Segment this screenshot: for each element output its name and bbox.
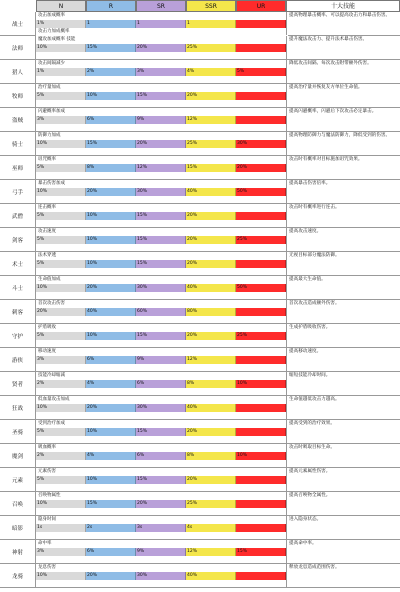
stat-cell: 10% bbox=[36, 284, 86, 292]
table-row bbox=[0, 276, 400, 300]
stat-line bbox=[36, 116, 286, 124]
stat-cell: 20% bbox=[186, 428, 236, 436]
stat-cell: 5% bbox=[36, 92, 86, 100]
stat-cell: 15% bbox=[236, 548, 286, 556]
stat-line bbox=[36, 428, 286, 436]
table-header bbox=[0, 0, 400, 12]
stat-line-text: 龙息伤害 bbox=[36, 564, 288, 572]
stat-line-text: 移动速度 bbox=[36, 348, 288, 356]
skill-name: 龙骑 bbox=[0, 564, 36, 587]
stat-cell: 8% bbox=[186, 452, 236, 460]
skill-name: 游侠 bbox=[0, 348, 36, 371]
table-row bbox=[0, 108, 400, 132]
stat-grid bbox=[36, 204, 286, 227]
stat-cell: 20% bbox=[136, 44, 186, 52]
stat-cell: 20% bbox=[136, 500, 186, 508]
stat-grid bbox=[36, 396, 286, 419]
stat-line bbox=[36, 212, 286, 220]
stat-line-text: 技能冷却缩减 bbox=[36, 372, 288, 380]
stat-cell: 12% bbox=[186, 116, 236, 124]
stat-line bbox=[36, 204, 286, 212]
stat-grid bbox=[36, 84, 286, 107]
skill-name: 召唤 bbox=[0, 492, 36, 515]
stat-cell: 1 bbox=[86, 20, 136, 28]
stat-line bbox=[36, 476, 286, 484]
stat-cell: 10% bbox=[36, 500, 86, 508]
stat-line bbox=[36, 68, 286, 76]
skill-name: 法师 bbox=[0, 36, 36, 59]
stat-cell: 6% bbox=[86, 356, 136, 364]
stat-line-text: 攻击间隔减少 bbox=[36, 60, 288, 68]
skill-name: 狂战 bbox=[0, 396, 36, 419]
stat-line bbox=[36, 156, 286, 164]
skill-description: 无视目标部分魔法防御。 bbox=[286, 252, 400, 275]
skill-description: 降低攻击间隔、每次攻击附带额外伤害。 bbox=[286, 60, 400, 83]
stat-cell: 20% bbox=[186, 332, 236, 340]
stat-line-text: 诅咒概率 bbox=[36, 156, 288, 164]
stat-cell: 4s bbox=[186, 524, 236, 532]
stat-line bbox=[36, 236, 286, 244]
skill-name: 圣骑 bbox=[0, 420, 36, 443]
skill-description: 提高移动速度。 bbox=[286, 348, 400, 371]
stat-cell: 3% bbox=[36, 116, 86, 124]
stat-cell: 1s bbox=[36, 524, 86, 532]
stat-cell: 5% bbox=[36, 236, 86, 244]
stat-cell: 5% bbox=[36, 476, 86, 484]
table-row bbox=[0, 84, 400, 108]
stat-line bbox=[36, 228, 286, 236]
stat-cell: 5% bbox=[36, 332, 86, 340]
stat-cell: 15% bbox=[86, 44, 136, 52]
stat-line bbox=[36, 36, 286, 44]
stat-line bbox=[36, 524, 286, 532]
stat-line-text: 元素伤害 bbox=[36, 468, 288, 476]
skill-description: 释放龙息造成范围伤害。 bbox=[286, 564, 400, 587]
skill-description: 提高物理暴击概率、可以提高攻击力和暴击伤害。 bbox=[286, 12, 400, 35]
stat-cell: 40% bbox=[186, 572, 236, 580]
stat-grid bbox=[36, 300, 286, 323]
stat-line-text: 攻击力加成概率 bbox=[36, 28, 288, 36]
stat-cell: 5% bbox=[36, 260, 86, 268]
stat-grid bbox=[36, 252, 286, 275]
stat-line bbox=[36, 60, 286, 68]
stat-grid bbox=[36, 36, 286, 59]
stat-cell: 30% bbox=[236, 140, 286, 148]
stat-grid bbox=[36, 540, 286, 563]
stat-cell: 40% bbox=[186, 188, 236, 196]
stat-cell: 20% bbox=[86, 188, 136, 196]
stat-cell: 5% bbox=[236, 68, 286, 76]
stat-line bbox=[36, 348, 286, 356]
stat-cell: 5% bbox=[36, 164, 86, 172]
stat-grid bbox=[36, 180, 286, 203]
stat-cell: 5% bbox=[36, 212, 86, 220]
skill-description: 提高命中率。 bbox=[286, 540, 400, 563]
stat-line bbox=[36, 492, 286, 500]
stat-cell: 20% bbox=[136, 140, 186, 148]
stat-line bbox=[36, 420, 286, 428]
skill-description: 提高受到的治疗效果。 bbox=[286, 420, 400, 443]
stat-line bbox=[36, 20, 286, 28]
stat-cell: 15% bbox=[86, 500, 136, 508]
skill-name: 武僧 bbox=[0, 204, 36, 227]
stat-line bbox=[36, 468, 286, 476]
stat-grid bbox=[36, 12, 286, 35]
stat-line-text: 首次攻击伤害 bbox=[36, 300, 288, 308]
stat-cell: 50% bbox=[236, 188, 286, 196]
stat-cell: 15% bbox=[136, 332, 186, 340]
stat-cell: 10% bbox=[86, 332, 136, 340]
stat-cell: 12% bbox=[136, 164, 186, 172]
stat-cell: 20% bbox=[86, 404, 136, 412]
skill-name: 贤者 bbox=[0, 372, 36, 395]
stat-line bbox=[36, 140, 286, 148]
skill-description: 提高最大生命值。 bbox=[286, 276, 400, 299]
stat-grid bbox=[36, 132, 286, 155]
stat-grid bbox=[36, 372, 286, 395]
stat-grid bbox=[36, 420, 286, 443]
skill-name: 剑客 bbox=[0, 228, 36, 251]
stat-line bbox=[36, 252, 286, 260]
stat-cell bbox=[236, 44, 286, 52]
stat-line-text: 攻击速度 bbox=[36, 228, 288, 236]
stat-cell: 15% bbox=[186, 164, 236, 172]
skill-name: 元素 bbox=[0, 468, 36, 491]
stat-cell: 4% bbox=[86, 452, 136, 460]
stat-grid bbox=[36, 492, 286, 515]
header-cell: SR bbox=[136, 0, 186, 12]
stat-cell: 30% bbox=[136, 572, 186, 580]
stat-cell: 3% bbox=[136, 68, 186, 76]
skill-description: 提高物理防御力与魔法防御力，降低受到的伤害。 bbox=[286, 132, 400, 155]
stat-cell: 40% bbox=[186, 404, 236, 412]
skill-description: 提升魔法攻击力、提升法术暴击伤害。 bbox=[286, 36, 400, 59]
stat-cell bbox=[236, 356, 286, 364]
skill-name: 暗影 bbox=[0, 516, 36, 539]
stat-cell bbox=[236, 20, 286, 28]
table-row bbox=[0, 516, 400, 540]
table-row bbox=[0, 348, 400, 372]
stat-cell: 30% bbox=[136, 284, 186, 292]
table-row bbox=[0, 12, 400, 36]
table-row bbox=[0, 396, 400, 420]
stat-line-text: 受到治疗加成 bbox=[36, 420, 288, 428]
stat-cell bbox=[236, 572, 286, 580]
table-row bbox=[0, 324, 400, 348]
stat-line bbox=[36, 356, 286, 364]
stat-cell: 15% bbox=[86, 140, 136, 148]
stat-line bbox=[36, 324, 286, 332]
stat-cell: 10% bbox=[36, 44, 86, 52]
stat-line-text: 闪避概率加成 bbox=[36, 108, 288, 116]
stat-line bbox=[36, 12, 286, 20]
stat-line-text: 召唤物属性 bbox=[36, 492, 288, 500]
stat-cell: 25% bbox=[236, 332, 286, 340]
stat-cell bbox=[236, 116, 286, 124]
stat-line bbox=[36, 308, 286, 316]
stat-grid bbox=[36, 516, 286, 539]
stat-line-text: 低血量攻击加成 bbox=[36, 396, 288, 404]
stat-cell bbox=[236, 308, 286, 316]
stat-cell: 1 bbox=[136, 20, 186, 28]
stat-line bbox=[36, 84, 286, 92]
stat-line bbox=[36, 500, 286, 508]
stat-cell: 6% bbox=[136, 380, 186, 388]
stat-cell: 20% bbox=[186, 92, 236, 100]
stat-cell: 10% bbox=[36, 404, 86, 412]
skill-name: 神射 bbox=[0, 540, 36, 563]
stat-line-text: 暴击伤害加成 bbox=[36, 180, 288, 188]
stat-line bbox=[36, 396, 286, 404]
skill-description: 进入隐身状态。 bbox=[286, 516, 400, 539]
stat-line bbox=[36, 452, 286, 460]
stat-cell: 20% bbox=[186, 476, 236, 484]
skill-name: 猎人 bbox=[0, 60, 36, 83]
skill-description: 生成护盾吸收伤害。 bbox=[286, 324, 400, 347]
stat-grid bbox=[36, 156, 286, 179]
stat-cell: 20% bbox=[86, 572, 136, 580]
stat-line bbox=[36, 44, 286, 52]
skill-name: 牧师 bbox=[0, 84, 36, 107]
stat-grid bbox=[36, 276, 286, 299]
skill-name: 斗士 bbox=[0, 276, 36, 299]
skill-description: 攻击时有概率进行连击。 bbox=[286, 204, 400, 227]
stat-cell: 8% bbox=[86, 164, 136, 172]
stat-grid bbox=[36, 324, 286, 347]
stat-cell: 25% bbox=[236, 236, 286, 244]
stat-cell: 30% bbox=[136, 404, 186, 412]
stat-grid bbox=[36, 444, 286, 467]
skill-description: 缩短技能冷却时间。 bbox=[286, 372, 400, 395]
stat-line-text: 命中率 bbox=[36, 540, 288, 548]
skill-description: 攻击时有概率对目标施加诅咒效果。 bbox=[286, 156, 400, 179]
table-row bbox=[0, 372, 400, 396]
stat-cell: 40% bbox=[186, 284, 236, 292]
stat-cell: 1% bbox=[36, 68, 86, 76]
stat-cell: 10% bbox=[236, 380, 286, 388]
stat-cell: 25% bbox=[186, 140, 236, 148]
stat-line bbox=[36, 260, 286, 268]
table-row bbox=[0, 444, 400, 468]
stat-cell: 6% bbox=[86, 116, 136, 124]
stat-cell: 10% bbox=[86, 476, 136, 484]
table-row bbox=[0, 180, 400, 204]
stat-line bbox=[36, 564, 286, 572]
stat-line-text: 连击概率 bbox=[36, 204, 288, 212]
stat-line bbox=[36, 300, 286, 308]
table-row bbox=[0, 564, 400, 588]
stat-cell bbox=[236, 212, 286, 220]
stat-cell: 2% bbox=[36, 452, 86, 460]
table-row bbox=[0, 300, 400, 324]
stat-cell: 15% bbox=[136, 476, 186, 484]
stat-line bbox=[36, 188, 286, 196]
stat-cell: 9% bbox=[136, 356, 186, 364]
stat-cell: 6% bbox=[86, 548, 136, 556]
skill-name: 盗贼 bbox=[0, 108, 36, 131]
stat-line-text: 生命值加成 bbox=[36, 276, 288, 284]
stat-cell: 20% bbox=[86, 284, 136, 292]
stat-line bbox=[36, 572, 286, 580]
stat-cell: 10% bbox=[36, 572, 86, 580]
stat-line bbox=[36, 28, 286, 36]
stat-cell: 2s bbox=[86, 524, 136, 532]
stat-cell: 4% bbox=[86, 380, 136, 388]
stat-cell: 40% bbox=[86, 308, 136, 316]
stat-cell: 25% bbox=[186, 500, 236, 508]
stat-line-text: 法术穿透 bbox=[36, 252, 288, 260]
stat-grid bbox=[36, 108, 286, 131]
stat-cell: 10% bbox=[86, 428, 136, 436]
skill-name: 战士 bbox=[0, 12, 36, 35]
stat-cell: 60% bbox=[136, 308, 186, 316]
stat-cell: 15% bbox=[136, 236, 186, 244]
stat-line bbox=[36, 548, 286, 556]
stat-grid bbox=[36, 468, 286, 491]
skill-name: 术士 bbox=[0, 252, 36, 275]
stat-cell: 25% bbox=[186, 44, 236, 52]
table-row bbox=[0, 468, 400, 492]
stat-cell: 20% bbox=[186, 212, 236, 220]
stat-cell: 20% bbox=[186, 236, 236, 244]
table-row bbox=[0, 204, 400, 228]
header-cell: N bbox=[36, 0, 86, 12]
stat-line bbox=[36, 380, 286, 388]
skill-description: 首次攻击造成额外伤害。 bbox=[286, 300, 400, 323]
stat-cell: 1 bbox=[186, 20, 236, 28]
table-row bbox=[0, 60, 400, 84]
skill-name: 骑士 bbox=[0, 132, 36, 155]
stat-line bbox=[36, 92, 286, 100]
stat-line bbox=[36, 284, 286, 292]
stat-cell: 50% bbox=[236, 284, 286, 292]
stat-line bbox=[36, 108, 286, 116]
stat-grid bbox=[36, 228, 286, 251]
stat-line-text: 攻击加成概率 bbox=[36, 12, 288, 20]
table-row bbox=[0, 252, 400, 276]
stat-cell bbox=[236, 92, 286, 100]
stat-grid bbox=[36, 60, 286, 83]
skill-name: 魔剑 bbox=[0, 444, 36, 467]
stat-line-text: 魔攻加成概率 技能 bbox=[36, 36, 288, 44]
stat-line-text: 防御力加成 bbox=[36, 132, 288, 140]
stat-line bbox=[36, 444, 286, 452]
skill-description: 提高元素属性伤害。 bbox=[286, 468, 400, 491]
stat-cell bbox=[236, 260, 286, 268]
stat-line bbox=[36, 332, 286, 340]
skill-description: 生命值越低攻击力越高。 bbox=[286, 396, 400, 419]
skill-description: 提高召唤物全属性。 bbox=[286, 492, 400, 515]
header-cell: R bbox=[86, 0, 136, 12]
skill-description: 攻击时吸取目标生命。 bbox=[286, 444, 400, 467]
stat-cell: 9% bbox=[136, 116, 186, 124]
stat-line bbox=[36, 276, 286, 284]
stat-cell: 15% bbox=[136, 92, 186, 100]
stat-cell: 80% bbox=[186, 308, 236, 316]
stat-line-text: 治疗量加成 bbox=[36, 84, 288, 92]
stat-cell bbox=[236, 428, 286, 436]
stat-line bbox=[36, 516, 286, 524]
skill-name: 弓手 bbox=[0, 180, 36, 203]
skill-name: 守护 bbox=[0, 324, 36, 347]
stat-cell bbox=[236, 500, 286, 508]
stat-cell: 2% bbox=[86, 68, 136, 76]
stat-cell: 10% bbox=[86, 92, 136, 100]
skill-description: 提高闪避概率，闪避后下次攻击必定暴击。 bbox=[286, 108, 400, 131]
stat-cell: 20% bbox=[36, 308, 86, 316]
header-cell: 十大技能 bbox=[286, 0, 400, 12]
stat-cell: 15% bbox=[136, 260, 186, 268]
stat-line bbox=[36, 540, 286, 548]
table-row bbox=[0, 132, 400, 156]
stat-cell: 15% bbox=[136, 428, 186, 436]
stat-cell: 15% bbox=[136, 212, 186, 220]
skill-name: 刺客 bbox=[0, 300, 36, 323]
skill-description: 提高暴击伤害倍率。 bbox=[286, 180, 400, 203]
stat-cell bbox=[236, 404, 286, 412]
stat-cell: 10% bbox=[36, 140, 86, 148]
stat-cell: 12% bbox=[186, 356, 236, 364]
stat-cell: 20% bbox=[186, 260, 236, 268]
stat-cell: 3s bbox=[136, 524, 186, 532]
table-row bbox=[0, 36, 400, 60]
stat-cell: 12% bbox=[186, 548, 236, 556]
stat-cell: 2% bbox=[36, 380, 86, 388]
stat-cell: 10% bbox=[236, 452, 286, 460]
stat-line-text: 吸血概率 bbox=[36, 444, 288, 452]
stat-cell: 8% bbox=[186, 380, 236, 388]
stat-cell: 10% bbox=[86, 236, 136, 244]
skill-description: 提高治疗量并恢复友方单位生命值。 bbox=[286, 84, 400, 107]
stat-cell: 30% bbox=[136, 188, 186, 196]
stat-grid bbox=[36, 348, 286, 371]
table-row bbox=[0, 540, 400, 564]
stat-cell: 3% bbox=[36, 356, 86, 364]
table-row bbox=[0, 156, 400, 180]
stat-cell: 1% bbox=[36, 20, 86, 28]
stat-cell: 10% bbox=[86, 260, 136, 268]
header-cell: SSR bbox=[186, 0, 236, 12]
table-row bbox=[0, 228, 400, 252]
stat-cell: 4% bbox=[186, 68, 236, 76]
stat-line-text: 隐身时间 bbox=[36, 516, 288, 524]
stat-line bbox=[36, 180, 286, 188]
header-cell: UR bbox=[236, 0, 286, 12]
stat-line bbox=[36, 132, 286, 140]
stat-cell: 3% bbox=[36, 548, 86, 556]
table-row bbox=[0, 492, 400, 516]
stat-line bbox=[36, 404, 286, 412]
stat-cell: 10% bbox=[86, 212, 136, 220]
stat-line-text: 护盾吸收 bbox=[36, 324, 288, 332]
stat-cell: 10% bbox=[36, 188, 86, 196]
stat-cell: 20% bbox=[236, 164, 286, 172]
stat-cell bbox=[236, 476, 286, 484]
stat-cell: 6% bbox=[136, 452, 186, 460]
stat-line bbox=[36, 372, 286, 380]
stat-cell bbox=[236, 524, 286, 532]
table-row bbox=[0, 420, 400, 444]
stat-line bbox=[36, 164, 286, 172]
skill-description: 提高攻击速度。 bbox=[286, 228, 400, 251]
stat-cell: 9% bbox=[136, 548, 186, 556]
stat-grid bbox=[36, 564, 286, 587]
stat-cell: 5% bbox=[36, 428, 86, 436]
skill-name: 巫师 bbox=[0, 156, 36, 179]
